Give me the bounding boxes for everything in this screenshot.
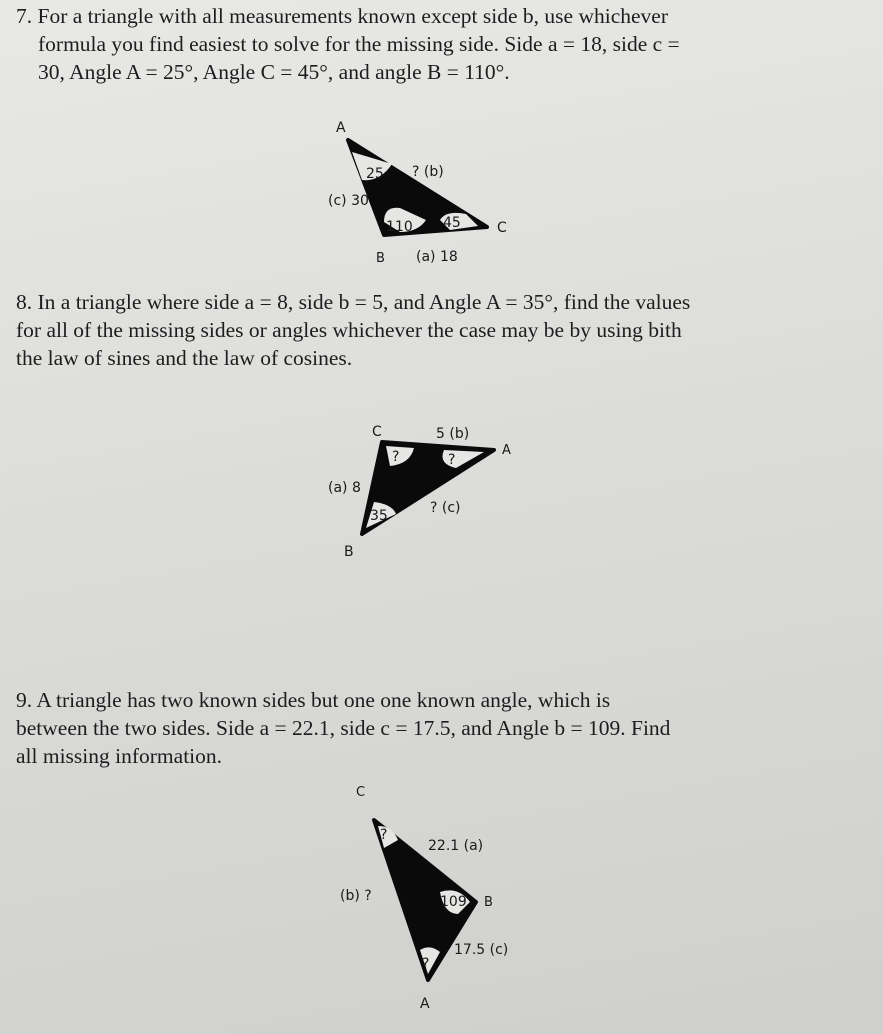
vertex-B-7: B xyxy=(376,251,385,266)
problem-9-line-1: 9. A triangle has two known sides but one one known angle, which is xyxy=(16,688,611,712)
triangle-diagram-7 xyxy=(300,110,530,270)
problem-9-number: 9. xyxy=(16,688,33,712)
problem-8-line-3: the law of sines and the law of cosines. xyxy=(16,346,353,370)
problem-8 xyxy=(16,288,866,372)
vertex-A-8: A xyxy=(502,443,511,458)
angle-C-8: ? xyxy=(392,449,400,465)
problem-7-text xyxy=(16,2,866,86)
vertex-C-7: C xyxy=(497,220,507,236)
angle-C-7: 45 xyxy=(443,215,461,231)
angle-A-8: ? xyxy=(448,452,456,468)
problem-7 xyxy=(16,2,866,86)
side-b-7: ? (b) xyxy=(412,164,444,180)
side-c-7: (c) 30 xyxy=(328,193,369,209)
vertex-A-9: A xyxy=(420,996,430,1012)
vertex-B-8: B xyxy=(344,544,354,560)
side-a-7: (a) 18 xyxy=(416,249,458,265)
triangle-diagram-9 xyxy=(340,782,540,1022)
vertex-A-7: A xyxy=(336,120,346,136)
side-c-8: ? (c) xyxy=(430,500,461,516)
side-a-8: (a) 8 xyxy=(328,480,361,496)
angle-A-9: ? xyxy=(422,956,430,972)
problem-9-text xyxy=(16,686,866,770)
side-a-9: 22.1 (a) xyxy=(428,838,484,854)
angle-C-9: ? xyxy=(380,827,388,843)
triangle-diagram-8 xyxy=(326,420,526,570)
problem-7-line-3: 30, Angle A = 25°, Angle C = 45°, and angle B = 110°. xyxy=(38,60,510,84)
vertex-C-9: C xyxy=(356,785,366,800)
problem-8-line-1: 8. In a triangle where side a = 8, side b = 5, and Angle A = 35°, find the values xyxy=(16,290,691,314)
side-c-9: 17.5 (c) xyxy=(454,942,509,958)
problem-7-number: 7. xyxy=(16,4,33,28)
problem-8-text xyxy=(16,288,866,372)
problem-9 xyxy=(16,686,866,770)
angle-A-7: 25 xyxy=(366,166,384,182)
problem-7-line-1: 7. For a triangle with all measurements known except side b, use whichever xyxy=(16,4,668,28)
angle-B-8: 35 xyxy=(370,508,388,524)
side-b-8: 5 (b) xyxy=(436,426,470,442)
problem-9-line-2: between the two sides. Side a = 22.1, side c = 17.5, and Angle b = 109. Find xyxy=(16,716,671,740)
problem-8-line-2: for all of the missing sides or angles whichever the case may be by using bith xyxy=(16,318,682,342)
vertex-C-8: C xyxy=(372,424,382,440)
problem-7-line-2: formula you find easiest to solve for the missing side. Side a = 18, side c = xyxy=(38,32,680,56)
angle-B-7: 110 xyxy=(386,219,413,235)
angle-B-9: 109 xyxy=(440,894,467,910)
problem-9-line-3: all missing information. xyxy=(16,744,223,768)
problem-8-number: 8. xyxy=(16,290,33,314)
side-b-9: (b) ? xyxy=(340,888,372,904)
vertex-B-9: B xyxy=(484,895,493,910)
